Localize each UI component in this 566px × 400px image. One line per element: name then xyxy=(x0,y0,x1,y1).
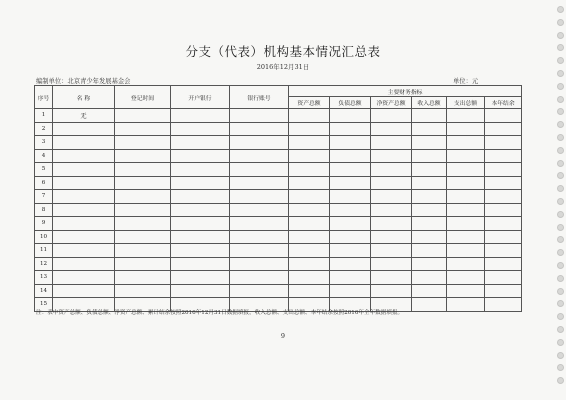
table-cell xyxy=(371,271,412,285)
table-cell xyxy=(371,122,412,136)
table-row xyxy=(35,190,522,204)
report-date: 2016年12月31日 xyxy=(256,63,310,71)
table-cell xyxy=(371,136,412,150)
binding-hole xyxy=(557,185,564,192)
table-cell xyxy=(371,230,412,244)
table-cell xyxy=(171,230,230,244)
table-cell xyxy=(371,190,412,204)
binding-hole xyxy=(557,352,564,359)
table-cell xyxy=(447,271,485,285)
binding-hole xyxy=(557,134,564,141)
row-name xyxy=(53,284,115,298)
table-cell xyxy=(289,163,330,177)
table-cell xyxy=(115,136,171,150)
table-cell xyxy=(171,122,230,136)
table-cell xyxy=(289,190,330,204)
table-cell xyxy=(485,203,522,217)
table-cell xyxy=(371,109,412,123)
table-row xyxy=(35,257,522,271)
row-number: 4 xyxy=(35,149,53,163)
table-cell xyxy=(289,176,330,190)
table-cell xyxy=(230,244,289,258)
table-cell xyxy=(171,190,230,204)
table-cell xyxy=(115,203,171,217)
binding-hole xyxy=(557,70,564,77)
row-number: 14 xyxy=(35,284,53,298)
table-cell xyxy=(330,109,371,123)
table-row xyxy=(35,149,522,163)
table-cell xyxy=(115,122,171,136)
table-cell xyxy=(230,136,289,150)
binding-hole xyxy=(557,211,564,218)
binding-hole xyxy=(557,313,564,320)
table-cell xyxy=(412,122,447,136)
table-cell xyxy=(330,271,371,285)
table-cell xyxy=(289,217,330,231)
table-cell xyxy=(412,163,447,177)
table-cell xyxy=(485,136,522,150)
binding-hole xyxy=(557,6,564,13)
table-row xyxy=(35,203,522,217)
binding-hole xyxy=(557,236,564,243)
table-cell xyxy=(447,203,485,217)
table-cell xyxy=(330,217,371,231)
binding-hole xyxy=(557,288,564,295)
table-cell xyxy=(371,257,412,271)
row-name xyxy=(53,244,115,258)
table-cell xyxy=(171,217,230,231)
table-cell xyxy=(289,284,330,298)
table-cell xyxy=(447,149,485,163)
header-total-assets: 资产总额 xyxy=(289,97,330,109)
table-cell xyxy=(485,257,522,271)
row-name xyxy=(53,149,115,163)
table-cell xyxy=(330,284,371,298)
binding-hole xyxy=(557,364,564,371)
table-cell xyxy=(485,176,522,190)
table-cell xyxy=(330,244,371,258)
table-cell xyxy=(289,271,330,285)
binding-hole xyxy=(557,19,564,26)
binding-hole xyxy=(557,83,564,90)
table-cell xyxy=(289,136,330,150)
table-cell xyxy=(171,149,230,163)
binding-hole xyxy=(557,300,564,307)
table-cell xyxy=(447,257,485,271)
table-cell xyxy=(330,230,371,244)
document-title: 分支（代表）机构基本情况汇总表 xyxy=(185,44,381,59)
table-cell xyxy=(412,176,447,190)
table-cell xyxy=(330,176,371,190)
row-number: 1 xyxy=(35,109,53,123)
table-cell xyxy=(330,203,371,217)
binding-hole xyxy=(557,377,564,384)
row-number: 2 xyxy=(35,122,53,136)
header-total-income: 收入总额 xyxy=(412,97,447,109)
table-row xyxy=(35,244,522,258)
table-cell xyxy=(412,298,447,312)
table-cell xyxy=(330,136,371,150)
table-cell xyxy=(230,271,289,285)
table-cell xyxy=(485,217,522,231)
table-cell xyxy=(230,203,289,217)
table-cell xyxy=(230,230,289,244)
row-name xyxy=(53,163,115,177)
binding-hole xyxy=(557,121,564,128)
table-cell xyxy=(485,284,522,298)
table-cell xyxy=(412,136,447,150)
table-cell xyxy=(330,163,371,177)
row-number: 11 xyxy=(35,244,53,258)
table-cell xyxy=(171,163,230,177)
binding-hole xyxy=(557,108,564,115)
row-name xyxy=(53,176,115,190)
header-financial-group: 主要财务指标 xyxy=(289,86,522,97)
table-cell xyxy=(447,163,485,177)
table-cell xyxy=(289,244,330,258)
table-cell xyxy=(115,284,171,298)
table-cell xyxy=(485,271,522,285)
table-cell xyxy=(230,257,289,271)
table-cell xyxy=(115,163,171,177)
table-cell xyxy=(171,203,230,217)
table-cell xyxy=(412,244,447,258)
table-cell xyxy=(371,163,412,177)
table-cell xyxy=(230,109,289,123)
table-cell xyxy=(447,136,485,150)
row-number: 9 xyxy=(35,217,53,231)
row-number: 10 xyxy=(35,230,53,244)
summary-table xyxy=(34,85,522,312)
table-cell xyxy=(115,244,171,258)
table-cell xyxy=(371,203,412,217)
row-name: 无 xyxy=(53,109,115,123)
table-cell xyxy=(230,122,289,136)
table-cell xyxy=(115,190,171,204)
row-name xyxy=(53,190,115,204)
binding-hole xyxy=(557,160,564,167)
header-account: 银行账号 xyxy=(230,86,289,109)
table-cell xyxy=(289,230,330,244)
table-cell xyxy=(289,109,330,123)
binding-hole xyxy=(557,275,564,282)
header-name: 名 称 xyxy=(53,86,115,109)
table-cell xyxy=(115,217,171,231)
table-cell xyxy=(289,203,330,217)
table-cell xyxy=(485,163,522,177)
binding-hole xyxy=(557,262,564,269)
table-cell xyxy=(230,217,289,231)
table-cell xyxy=(230,284,289,298)
row-name xyxy=(53,122,115,136)
table-cell xyxy=(412,284,447,298)
table-cell xyxy=(485,230,522,244)
table-cell xyxy=(330,257,371,271)
table-cell xyxy=(115,109,171,123)
table-cell xyxy=(230,163,289,177)
row-name xyxy=(53,257,115,271)
table-cell xyxy=(412,109,447,123)
unit-label: 单位：元 xyxy=(453,78,479,85)
table-row xyxy=(35,230,522,244)
table-cell xyxy=(115,271,171,285)
table-cell xyxy=(230,190,289,204)
compiler-label: 编制单位：北京青少年发展基金会 xyxy=(36,78,131,85)
table-cell xyxy=(412,149,447,163)
table-cell xyxy=(447,176,485,190)
table-cell xyxy=(171,271,230,285)
binding-hole xyxy=(557,147,564,154)
table-cell xyxy=(171,244,230,258)
table-cell xyxy=(412,190,447,204)
table-cell xyxy=(171,284,230,298)
table-cell xyxy=(371,217,412,231)
row-number: 7 xyxy=(35,190,53,204)
table-cell xyxy=(230,149,289,163)
table-cell xyxy=(447,190,485,204)
table-cell xyxy=(115,149,171,163)
binding-hole xyxy=(557,198,564,205)
footnote: 注：表中资产总额、负债总额、净资产总额、累计结余按照2016年12月31日数据填报，收入总额、支出总额、本年结余按照2016年全年数据填报。 xyxy=(36,310,404,316)
row-number: 3 xyxy=(35,136,53,150)
binding-hole xyxy=(557,96,564,103)
table-cell xyxy=(371,244,412,258)
binding-hole xyxy=(557,172,564,179)
row-name xyxy=(53,230,115,244)
table-cell xyxy=(412,203,447,217)
row-name xyxy=(53,271,115,285)
table-cell xyxy=(447,109,485,123)
row-name xyxy=(53,217,115,231)
table-cell xyxy=(171,257,230,271)
header-total-liabilities: 负债总额 xyxy=(330,97,371,109)
table-cell xyxy=(412,217,447,231)
table-cell xyxy=(412,271,447,285)
table-cell xyxy=(485,149,522,163)
table-cell xyxy=(412,230,447,244)
table-body xyxy=(35,109,522,312)
table-cell xyxy=(447,284,485,298)
table-cell xyxy=(447,230,485,244)
table-row xyxy=(35,284,522,298)
table-row xyxy=(35,122,522,136)
row-number: 13 xyxy=(35,271,53,285)
row-number: 6 xyxy=(35,176,53,190)
row-name xyxy=(53,136,115,150)
table-cell xyxy=(412,257,447,271)
table-cell xyxy=(447,217,485,231)
table-cell xyxy=(330,190,371,204)
header-bank: 开户银行 xyxy=(171,86,230,109)
binding-hole xyxy=(557,249,564,256)
table-cell xyxy=(371,176,412,190)
table-row xyxy=(35,176,522,190)
table-row xyxy=(35,136,522,150)
table-row xyxy=(35,271,522,285)
row-number: 5 xyxy=(35,163,53,177)
table-cell xyxy=(447,298,485,312)
table-cell xyxy=(330,122,371,136)
table-cell xyxy=(171,109,230,123)
table-cell xyxy=(115,230,171,244)
table-cell xyxy=(485,190,522,204)
table-cell xyxy=(447,244,485,258)
binding-hole xyxy=(557,32,564,39)
header-reg-time: 登记时间 xyxy=(115,86,171,109)
table-cell xyxy=(115,257,171,271)
header-seq: 序号 xyxy=(35,86,53,109)
table-cell xyxy=(289,257,330,271)
binding-hole xyxy=(557,224,564,231)
header-year-balance: 本年结余 xyxy=(485,97,522,109)
table-row xyxy=(35,217,522,231)
table-cell xyxy=(289,122,330,136)
table-cell xyxy=(371,149,412,163)
row-number: 12 xyxy=(35,257,53,271)
table-cell xyxy=(230,176,289,190)
table-cell xyxy=(289,149,330,163)
table-cell xyxy=(485,109,522,123)
table-cell xyxy=(485,122,522,136)
table-cell xyxy=(171,136,230,150)
row-number: 15 xyxy=(35,298,53,312)
table-cell xyxy=(485,298,522,312)
table-cell xyxy=(447,122,485,136)
table-cell xyxy=(371,284,412,298)
table-row xyxy=(35,163,522,177)
table-cell xyxy=(115,176,171,190)
row-name xyxy=(53,203,115,217)
page-number: 9 xyxy=(280,332,286,340)
table-cell xyxy=(485,244,522,258)
table-cell xyxy=(171,176,230,190)
header-net-assets: 净资产总额 xyxy=(371,97,412,109)
header-total-expense: 支出总额 xyxy=(447,97,485,109)
table-cell xyxy=(330,149,371,163)
table-row xyxy=(35,109,522,123)
row-number: 8 xyxy=(35,203,53,217)
